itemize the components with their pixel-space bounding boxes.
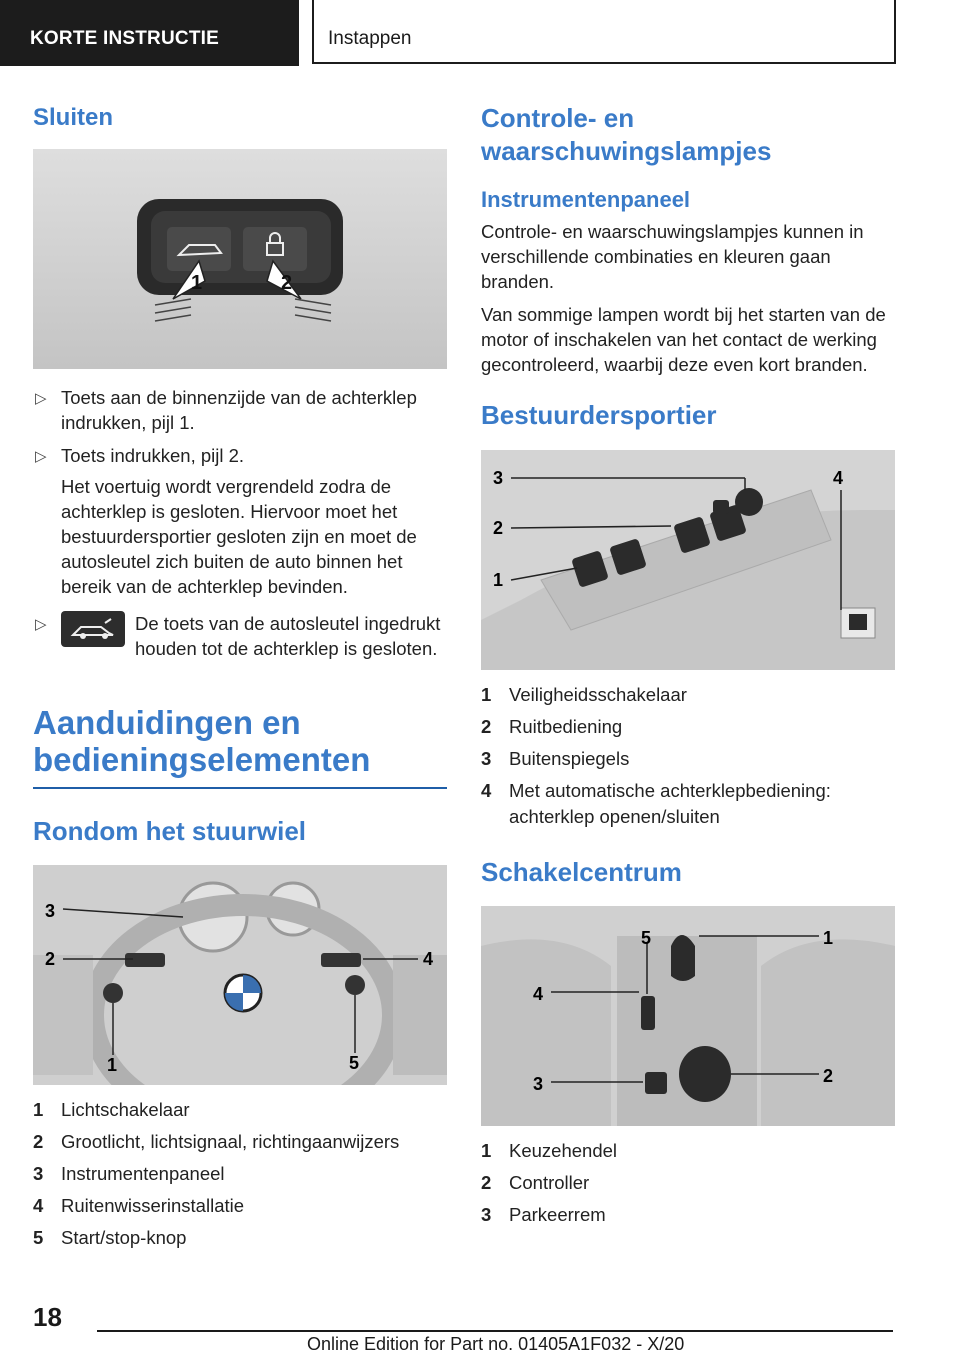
list-item: ▷ De toets van de autosleutel ingedrukt houden tot de achterklep is gesloten. (35, 612, 441, 659)
bullet-detail: Het voertuig wordt vergrendeld zodra de achterklep is gesloten. Hiervoor moet het bestuurdersportier gesloten zijn en moet de autosleutel zich buiten de auto binnen het bereik van de achterklep bevinden. (61, 475, 417, 597)
list-item: ▷ Toets aan de binnenzijde van de achterklep indrukken, pijl 1. (35, 386, 417, 433)
page-number: 18 (33, 1302, 62, 1332)
panel-heading: Instrumentenpaneel (481, 187, 691, 212)
list-item: 1 Keuzehendel (481, 1140, 618, 1162)
svg-text:2: 2 (281, 271, 293, 294)
list-item: 2 Grootlicht, lichtsignaal, richtingaanwijzers (33, 1131, 400, 1153)
list-item: ▷ Toets indrukken, pijl 2. Het voertuig wordt vergrendeld zodra de achterklep is gesloten. Hiervoor moet het bestuurdersportier gesloten zijn en moet de autosleutel zich buiten de auto binnen het bereik van de achterklep bevinden. (33, 443, 447, 599)
right-column (481, 100, 895, 1234)
chapter-title: Instappen (328, 28, 412, 49)
svg-text:4: 4 (833, 467, 844, 488)
svg-text:2: 2 (493, 517, 504, 538)
svg-text:4: 4 (533, 984, 544, 1005)
driver-door-figure (481, 450, 895, 670)
left-column (33, 100, 447, 1257)
svg-text:4: 4 (423, 949, 434, 970)
list-item: 4 Ruitenwisserinstallatie (33, 1195, 245, 1217)
list-item: 4 Met automatische achterklepbediening: achterklep openen/sluiten (481, 779, 831, 827)
car-key-tailgate-icon (61, 611, 125, 647)
bullet-triangle-icon: ▷ (35, 447, 47, 465)
svg-text:3: 3 (533, 1074, 544, 1095)
driver-door-illustration (481, 450, 895, 670)
bullet-triangle-icon: ▷ (35, 389, 47, 407)
svg-text:5: 5 (641, 928, 652, 949)
svg-text:2: 2 (823, 1066, 834, 1087)
svg-text:1: 1 (493, 569, 504, 590)
tailgate-buttons-figure (33, 149, 447, 369)
center-console-figure (481, 906, 895, 1126)
steering-heading: Rondom het stuurwiel (33, 815, 306, 846)
sluiten-steps (33, 385, 447, 661)
panel-paragraph-2: Van sommige lampen wordt bij het starten van de motor of inschakelen van het contact de werking gecontroleerd, waarbij deze even kort branden. (481, 304, 886, 376)
svg-text:5: 5 (349, 1053, 360, 1074)
edition-note: Online Edition for Part no. 01405A1F032 - X/20 (307, 1334, 685, 1354)
footer-divider (97, 1330, 893, 1332)
sluiten-heading: Sluiten (33, 104, 114, 131)
center-console-heading: Schakelcentrum (481, 856, 682, 887)
door-heading: Bestuurdersportier (481, 400, 717, 431)
list-item: 2 Ruitbediening (481, 715, 623, 737)
steering-legend (33, 1097, 447, 1251)
steering-wheel-illustration (33, 865, 447, 1085)
steering-wheel-figure (33, 865, 447, 1085)
svg-text:1: 1 (191, 271, 203, 294)
door-legend (481, 682, 895, 830)
svg-text:3: 3 (493, 467, 504, 488)
list-item: 5 Start/stop-knop (33, 1227, 187, 1249)
list-item: 2 Controller (481, 1172, 590, 1194)
svg-text:2: 2 (45, 949, 56, 970)
panel-paragraph-1: Controle- en waarschuwingslampjes kunnen in verschillende combinaties en kleuren gaan branden. (481, 221, 864, 293)
center-console-legend (481, 1138, 895, 1228)
list-item: 3 Parkeerrem (481, 1204, 606, 1226)
tailgate-buttons-illustration (33, 149, 447, 369)
center-console-illustration (481, 906, 895, 1126)
list-item: 3 Buitenspiegels (481, 747, 630, 769)
controls-main-heading: Aanduidingen en bedieningselementen (33, 705, 447, 789)
bullet-triangle-icon: ▷ (35, 615, 47, 633)
chapter-tab (312, 0, 896, 64)
section-tab (0, 0, 299, 66)
page-header (0, 0, 960, 66)
svg-text:1: 1 (823, 928, 834, 949)
list-item: 3 Instrumentenpaneel (33, 1163, 225, 1185)
svg-text:1: 1 (107, 1055, 118, 1076)
list-item: 1 Veiligheidsschakelaar (481, 683, 687, 705)
svg-text:3: 3 (45, 901, 56, 922)
list-item: 1 Lichtschakelaar (33, 1099, 190, 1121)
section-title: KORTE INSTRUCTIE (30, 28, 219, 49)
lamps-heading: Controle- en waarschuwingslampjes (481, 103, 772, 166)
